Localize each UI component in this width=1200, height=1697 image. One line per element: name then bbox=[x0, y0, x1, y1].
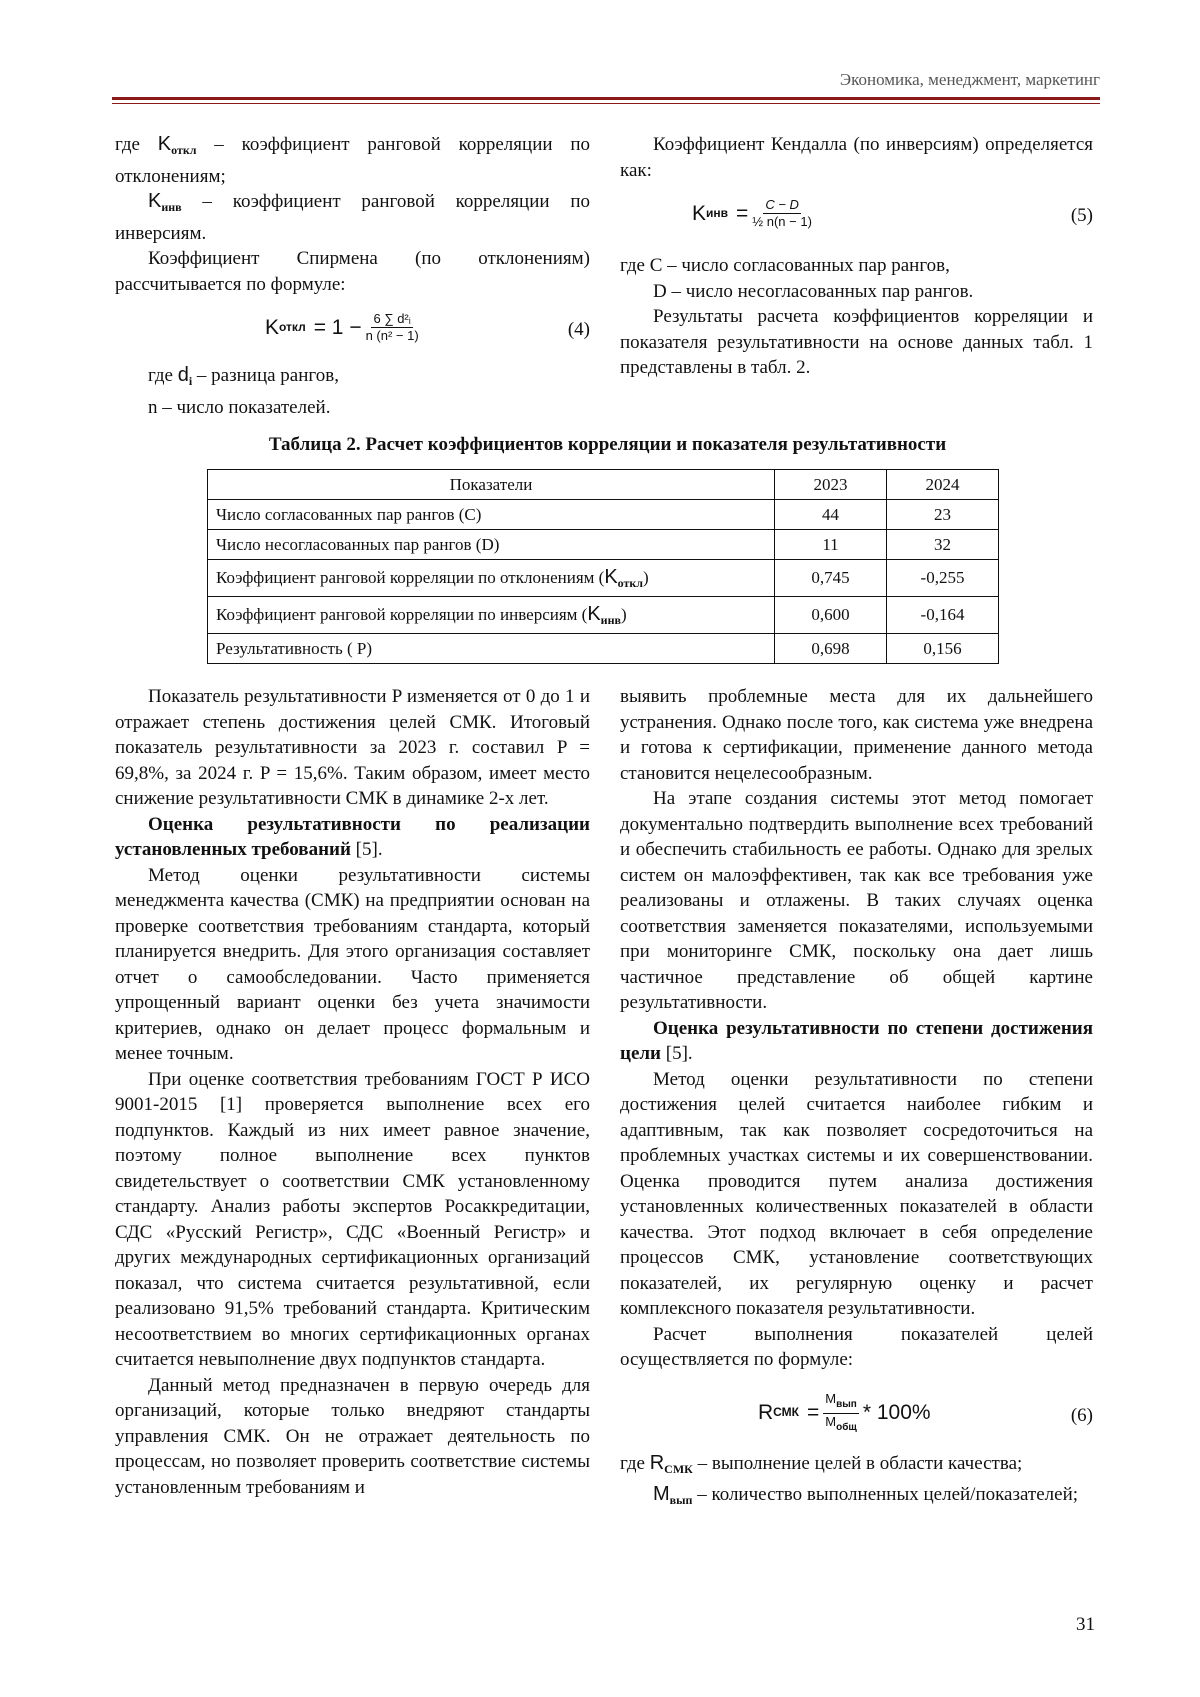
symbol-k: K bbox=[157, 133, 172, 155]
table-header: 2024 bbox=[887, 470, 999, 500]
formula-fraction bbox=[752, 197, 812, 230]
formula-5-expression bbox=[692, 197, 816, 230]
row-label bbox=[208, 560, 775, 597]
formula-4-label: (4) bbox=[567, 319, 590, 340]
paragraph: Данный метод предназначен в первую очередь для организаций, которые только внедряют стандарты управления СМК. Он не отражает деятельность по процессам, но позволяет проверить соответствие системы установленным требованиям и bbox=[115, 1374, 590, 1498]
table-2 bbox=[207, 469, 999, 664]
text-fragment: – коэффициент ранговой корреляции по инверсиям. bbox=[115, 191, 590, 244]
spearman-intro: Коэффициент Спирмена (по отклонениям) рассчитывается по формуле: bbox=[115, 248, 590, 295]
subscript: вып bbox=[669, 1493, 693, 1507]
row-label-text: Коэффициент ранговой корреляции по инверсиям ( bbox=[216, 604, 588, 624]
value-2024: 0,156 bbox=[887, 634, 999, 664]
formula-lhs: K bbox=[692, 201, 707, 225]
row-label bbox=[208, 597, 775, 634]
paragraph: выявить проблемные места для их дальнейшего устранения. Однако после того, как система уже внедрена и готова к сертификации, применение данного метода становится нецелесообразным. bbox=[620, 686, 1093, 784]
section-heading bbox=[620, 1016, 1093, 1067]
formula-4-expression bbox=[265, 311, 423, 344]
text-fragment: где bbox=[115, 134, 158, 155]
value-2024: -0,255 bbox=[887, 560, 999, 597]
table-row bbox=[208, 560, 999, 597]
paragraph: Метод оценки результативности системы менеджмента качества (СМК) на предприятии основан на проверке соответствия требованиям стандарта, который планируется внедрить. Для этого организация составляет отчет о самообследовании. Часто применяется упрощенный вариант оценки без учета значимости критериев, однако он делает процесс формальным и менее точным. bbox=[115, 864, 590, 1064]
symbol-k: K bbox=[148, 190, 162, 212]
formula-eq: = 1 − bbox=[313, 315, 362, 339]
formula-eq: = bbox=[736, 201, 749, 225]
value-2023: 0,600 bbox=[775, 597, 887, 634]
value-2024: -0,164 bbox=[887, 597, 999, 634]
formula-fraction bbox=[366, 311, 419, 344]
paragraph: Метод оценки результативности по степени достижения целей считается наиболее гибким и адаптивным, так как позволяет сосредоточиться на проблемных участках системы и их совершенствовании. Оценка проводится путем анализа достижения установленных количественных показателей в области качества. Этот подход включает в себя определение процессов СМК, установление соответствующих показателей, их регулярную оценку и расчет комплексного показателя результативности. bbox=[620, 1068, 1093, 1319]
formula-lhs-sub: инв bbox=[706, 205, 729, 220]
def-m-vyp bbox=[620, 1482, 1093, 1514]
formula-denominator: ½ n(n − 1) bbox=[752, 214, 812, 229]
section-heading bbox=[115, 812, 590, 863]
symbol-r: R bbox=[649, 1451, 665, 1474]
text-fragment: – количество выполненных целей/показателей; bbox=[692, 1484, 1079, 1505]
left-column-top bbox=[115, 132, 590, 420]
paragraph: При оценке соответствия требованиям ГОСТ Р ИСО 9001-2015 [1] проверяется выполнение всех его подпунктов. Каждый из них имеет равное значение, поэтому полное выполнение всех пунктов свидетельствует о соответствии СМК установленному стандарту. Анализ работы экспертов Росаккредитации, СДС «Русский Регистр», СДС «Военный Регистр» и других международных сертификационных организаций показал, что система считается результативной, если реализовано 91,5% требований стандарта. Критическим несоответствием во многих сертификационных органах считается невыполнение двух подпунктов стандарта. bbox=[115, 1068, 590, 1370]
formula-eq: = bbox=[807, 1401, 820, 1425]
subscript: откл bbox=[171, 143, 197, 157]
formula-5-label: (5) bbox=[1070, 205, 1093, 226]
text-fragment: где bbox=[148, 365, 178, 386]
subscript: i bbox=[188, 374, 193, 388]
table-2-caption: Таблица 2. Расчет коэффициентов корреляции и показателя результативности bbox=[268, 434, 947, 455]
formula-lhs-sub: СМК bbox=[773, 1405, 799, 1420]
subscript: инв bbox=[161, 200, 182, 214]
def-r-smk bbox=[620, 1451, 1093, 1483]
formula-tail: * 100% bbox=[862, 1401, 931, 1425]
def-k-inv bbox=[115, 189, 590, 246]
row-label-close: ) bbox=[643, 567, 649, 587]
text-fragment: – разница рангов, bbox=[192, 365, 339, 386]
formula-6-expression bbox=[758, 1391, 931, 1436]
subscript: СМК bbox=[664, 1461, 693, 1476]
symbol-k: K bbox=[587, 602, 601, 625]
formula-denominator bbox=[825, 1414, 857, 1436]
table-row bbox=[208, 597, 999, 634]
formula-den-symbol: M bbox=[825, 1413, 837, 1429]
def-c: где C – число согласованных пар рангов, bbox=[620, 255, 950, 276]
value-2023: 0,698 bbox=[775, 634, 887, 664]
table-row bbox=[208, 530, 999, 560]
table-header: Показатели bbox=[208, 470, 775, 500]
right-column-bottom bbox=[620, 684, 1093, 1514]
row-label-close: ) bbox=[620, 604, 627, 624]
formula-num-sub: вып bbox=[836, 1398, 857, 1410]
subscript: откл bbox=[617, 575, 644, 590]
table-row bbox=[208, 634, 999, 664]
right-column-top bbox=[620, 132, 1093, 381]
formula-numerator: 6 ∑ d²ᵢ bbox=[373, 311, 411, 326]
table-header-row bbox=[208, 470, 999, 500]
formula-4 bbox=[115, 305, 590, 355]
text-fragment: где bbox=[620, 1452, 650, 1474]
def-d: D – число несогласованных пар рангов. bbox=[653, 280, 974, 302]
row-label: Число несогласованных пар рангов (D) bbox=[208, 530, 775, 560]
formula-6-label: (6) bbox=[1070, 1404, 1093, 1426]
row-label-text: Коэффициент ранговой корреляции по отклонениям ( bbox=[216, 567, 605, 587]
value-2023: 0,745 bbox=[775, 560, 887, 597]
paragraph: Расчет выполнения показателей целей осуществляется по формуле: bbox=[620, 1323, 1093, 1370]
running-header: Экономика, менеджмент, маркетинг bbox=[839, 70, 1100, 89]
paragraph: На этапе создания системы этот метод помогает документально подтвердить выполнение всех требований и обеспечить стабильность ее работы. Однако для зрелых систем он малоэффективен, так как все требования уже реализованы и отлажены. В таких случаях оценка соответствия заменяется показателями, используемыми при мониторинге СМК, поскольку она дает лишь частичное представление об общей картине результативности. bbox=[620, 788, 1093, 1013]
text-fragment: – выполнение целей в области качества; bbox=[692, 1452, 1023, 1474]
citation: [5]. bbox=[661, 1043, 693, 1064]
value-2023: 11 bbox=[775, 530, 887, 560]
def-n: n – число показателей. bbox=[148, 396, 331, 418]
row-label: Число согласованных пар рангов (C) bbox=[208, 500, 775, 530]
page-number: 31 bbox=[1076, 1614, 1095, 1635]
text-fragment: – коэффициент ранговой корреляции по отклонениям; bbox=[115, 134, 591, 187]
formula-lhs: R bbox=[758, 1401, 774, 1425]
value-2023: 44 bbox=[775, 500, 887, 530]
formula-numerator bbox=[823, 1391, 859, 1414]
row-label: Результативность ( P) bbox=[208, 634, 775, 664]
header-rule-thin bbox=[112, 103, 1100, 104]
formula-numerator: C − D bbox=[765, 197, 799, 212]
formula-lhs-sub: откл bbox=[279, 319, 306, 334]
table-row bbox=[208, 500, 999, 530]
symbol-m: M bbox=[653, 1483, 670, 1505]
value-2024: 32 bbox=[887, 530, 999, 560]
formula-num-symbol: M bbox=[825, 1390, 837, 1406]
formula-5 bbox=[620, 191, 1093, 245]
value-2024: 23 bbox=[887, 500, 999, 530]
subscript: инв bbox=[600, 612, 621, 627]
symbol-d: d bbox=[177, 364, 189, 386]
formula-fraction bbox=[823, 1391, 859, 1436]
table-header: 2023 bbox=[775, 470, 887, 500]
formula-den-sub: общ bbox=[836, 1421, 857, 1433]
left-column-bottom bbox=[115, 684, 590, 1500]
citation: [5]. bbox=[350, 839, 383, 860]
def-k-otkl bbox=[115, 132, 590, 189]
formula-lhs: K bbox=[265, 315, 280, 339]
section-heading-text: Оценка результативности по реализации установленных требований bbox=[115, 813, 590, 860]
section-heading-text: Оценка результативности по степени достижения цели bbox=[620, 1017, 1093, 1064]
header-rule-thick bbox=[112, 97, 1100, 100]
paragraph: Показатель результативности P изменяется от 0 до 1 и отражает степень достижения целей СМК. Итоговый показатель результативности за 2023 г. составил P = 69,8%, за 2024 г. P = 15,6%. Таким образом, имеет место снижение результативности СМК в динамике 2-х лет. bbox=[115, 686, 590, 809]
kendall-intro: Коэффициент Кендалла (по инверсиям) определяется как: bbox=[620, 134, 1093, 181]
formula-denominator: n (n² − 1) bbox=[365, 328, 419, 343]
formula-6 bbox=[620, 1385, 1093, 1443]
def-di bbox=[115, 363, 590, 395]
symbol-k: K bbox=[604, 565, 618, 588]
results-intro: Результаты расчета коэффициентов корреляции и показателя результативности на основе данных табл. 1 представлены в табл. 2. bbox=[620, 306, 1093, 378]
